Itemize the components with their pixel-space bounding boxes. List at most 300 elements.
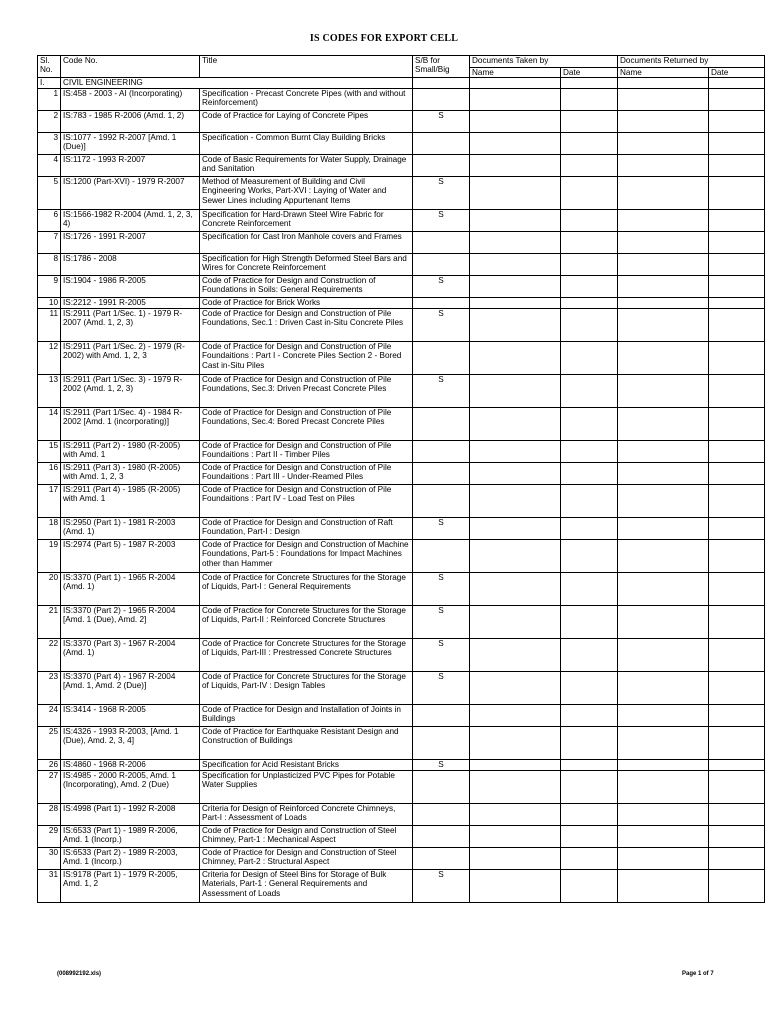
row-taken-date (561, 605, 618, 638)
row-title: Specification - Common Burnt Clay Building Bricks (200, 132, 413, 154)
row-taken-date (561, 275, 618, 297)
table-row (38, 638, 765, 671)
col-header-taken-date: Date (561, 68, 618, 78)
row-sl-number: 24 (38, 704, 61, 726)
row-sl-number: 5 (38, 176, 61, 209)
row-taken-date (561, 847, 618, 869)
row-title: Code of Practice for Design and Construction of Pile Foundations, Sec.1 : Driven Cast in-Situ Concrete Piles (200, 308, 413, 341)
row-title: Code of Practice for Concrete Structures for the Storage of Liquids, Part-IV : Design Tables (200, 671, 413, 704)
row-sl-number: 7 (38, 231, 61, 253)
section-number: I. (38, 78, 61, 88)
table-row (38, 231, 765, 253)
row-returned-date (709, 484, 765, 517)
row-returned-date (709, 847, 765, 869)
row-returned-date (709, 407, 765, 440)
row-taken-date (561, 539, 618, 572)
row-taken-date (561, 154, 618, 176)
row-sb (413, 341, 470, 374)
row-returned-date (709, 275, 765, 297)
row-sl-number: 19 (38, 539, 61, 572)
row-returned-date (709, 726, 765, 759)
table-row (38, 440, 765, 462)
row-taken-date (561, 770, 618, 803)
row-returned-name (618, 176, 709, 209)
row-returned-date (709, 671, 765, 704)
row-code-no: IS:1566-1982 R-2004 (Amd. 1, 2, 3, 4) (61, 209, 200, 231)
table-row (38, 341, 765, 374)
row-taken-date (561, 407, 618, 440)
row-taken-name (470, 869, 561, 902)
row-sl-number: 14 (38, 407, 61, 440)
row-code-no: IS:2212 - 1991 R-2005 (61, 297, 200, 308)
row-returned-name (618, 231, 709, 253)
row-taken-date (561, 176, 618, 209)
row-sl-number: 23 (38, 671, 61, 704)
row-title: Code of Practice for Design and Construction of Pile Foundaitions : Part I - Concrete Piles Section 2 - Bored Cast in-Situ Piles (200, 341, 413, 374)
row-taken-date (561, 231, 618, 253)
row-sb: S (413, 110, 470, 132)
row-code-no: IS:3370 (Part 2) - 1965 R-2004 [Amd. 1 (Due), Amd. 2] (61, 605, 200, 638)
row-title: Code of Practice for Design and Construction of Foundations in Soils: General Requirements (200, 275, 413, 297)
row-sl-number: 28 (38, 803, 61, 825)
row-taken-name (470, 110, 561, 132)
row-taken-date (561, 462, 618, 484)
table-row (38, 517, 765, 539)
row-returned-date (709, 132, 765, 154)
row-taken-date (561, 572, 618, 605)
table-row (38, 407, 765, 440)
row-code-no: IS:1200 (Part-XVI) - 1979 R-2007 (61, 176, 200, 209)
row-returned-name (618, 88, 709, 110)
row-taken-date (561, 726, 618, 759)
table-row (38, 209, 765, 231)
row-sl-number: 1 (38, 88, 61, 110)
row-sb (413, 726, 470, 759)
row-returned-date (709, 825, 765, 847)
row-code-no: IS:2911 (Part 1/Sec. 3) - 1979 R-2002 (Amd. 1, 2, 3) (61, 374, 200, 407)
section-taken-date-cell (561, 78, 618, 88)
row-title: Method of Measurement of Building and Civil Engineering Works, Part-XVI : Laying of Water and Sewer Lines including Appurtenant Items (200, 176, 413, 209)
row-sb: S (413, 374, 470, 407)
row-returned-name (618, 132, 709, 154)
row-taken-name (470, 462, 561, 484)
row-sl-number: 25 (38, 726, 61, 759)
row-returned-name (618, 484, 709, 517)
table-row (38, 154, 765, 176)
row-sb: S (413, 308, 470, 341)
row-sl-number: 2 (38, 110, 61, 132)
footer-file-name: (008992192.xls) (57, 971, 102, 977)
row-sl-number: 13 (38, 374, 61, 407)
row-returned-name (618, 517, 709, 539)
row-code-no: IS:6533 (Part 2) - 1989 R-2003, Amd. 1 (Incorp.) (61, 847, 200, 869)
row-returned-date (709, 572, 765, 605)
row-taken-name (470, 638, 561, 671)
row-returned-name (618, 726, 709, 759)
row-sb (413, 825, 470, 847)
row-returned-date (709, 770, 765, 803)
row-code-no: IS:2911 (Part 3) - 1980 (R-2005) with Amd. 1, 2, 3 (61, 462, 200, 484)
row-returned-date (709, 308, 765, 341)
row-taken-date (561, 110, 618, 132)
col-header-taken-name: Name (470, 68, 561, 78)
row-sb (413, 440, 470, 462)
row-returned-date (709, 154, 765, 176)
row-title: Code of Practice for Design and Construction of Pile Foundaitions : Part II - Timber Piles (200, 440, 413, 462)
row-returned-date (709, 88, 765, 110)
row-code-no: IS:4326 - 1993 R-2003, [Amd. 1 (Due), Amd. 2, 3, 4] (61, 726, 200, 759)
row-sb (413, 132, 470, 154)
row-returned-name (618, 770, 709, 803)
row-title: Code of Practice for Earthquake Resistant Design and Construction of Buildings (200, 726, 413, 759)
col-header-title: Title (200, 56, 413, 78)
row-returned-name (618, 539, 709, 572)
row-code-no: IS:1172 - 1993 R-2007 (61, 154, 200, 176)
row-taken-date (561, 484, 618, 517)
row-sb: S (413, 671, 470, 704)
row-sb (413, 231, 470, 253)
row-code-no: IS:4860 - 1968 R-2006 (61, 759, 200, 770)
row-sl-number: 29 (38, 825, 61, 847)
row-returned-name (618, 671, 709, 704)
row-title: Code of Practice for Design and Construction of Steel Chimney, Part-1 : Mechanical Aspect (200, 825, 413, 847)
row-returned-date (709, 539, 765, 572)
row-taken-date (561, 88, 618, 110)
row-taken-name (470, 726, 561, 759)
table-row (38, 176, 765, 209)
row-title: Code of Practice for Design and Construction of Pile Foundaitions : Part IV - Load Test on Piles (200, 484, 413, 517)
row-taken-name (470, 231, 561, 253)
section-row (38, 78, 765, 88)
row-returned-name (618, 341, 709, 374)
row-sl-number: 8 (38, 253, 61, 275)
row-sb: S (413, 638, 470, 671)
row-sl-number: 27 (38, 770, 61, 803)
row-title: Code of Practice for Laying of Concrete Pipes (200, 110, 413, 132)
row-code-no: IS:3370 (Part 1) - 1965 R-2004 (Amd. 1) (61, 572, 200, 605)
is-codes-table (37, 55, 765, 903)
row-title: Specification - Precast Concrete Pipes (with and without Reinforcement) (200, 88, 413, 110)
table-row (38, 869, 765, 902)
table-row (38, 308, 765, 341)
row-sb (413, 539, 470, 572)
row-title: Code of Practice for Design and Installation of Joints in Buildings (200, 704, 413, 726)
row-sb (413, 847, 470, 869)
row-taken-name (470, 704, 561, 726)
row-sl-number: 17 (38, 484, 61, 517)
row-taken-date (561, 297, 618, 308)
row-taken-date (561, 704, 618, 726)
table-row (38, 297, 765, 308)
row-sl-number: 9 (38, 275, 61, 297)
row-title: Code of Practice for Design and Construction of Pile Foundations, Sec.3: Driven Precast Concrete Piles (200, 374, 413, 407)
row-returned-date (709, 110, 765, 132)
row-taken-date (561, 209, 618, 231)
row-code-no: IS:2974 (Part 5) - 1987 R-2003 (61, 539, 200, 572)
row-returned-name (618, 803, 709, 825)
col-header-taken: Documents Taken by (470, 56, 618, 68)
table-row (38, 847, 765, 869)
row-sb: S (413, 759, 470, 770)
row-sl-number: 18 (38, 517, 61, 539)
row-taken-date (561, 440, 618, 462)
row-code-no: IS:3370 (Part 3) - 1967 R-2004 (Amd. 1) (61, 638, 200, 671)
row-taken-name (470, 671, 561, 704)
row-taken-date (561, 341, 618, 374)
table-row (38, 759, 765, 770)
row-code-no: IS:458 - 2003 - AI (Incorporating) (61, 88, 200, 110)
row-title: Code of Practice for Design and Construction of Steel Chimney, Part-2 : Structural Aspect (200, 847, 413, 869)
row-taken-date (561, 759, 618, 770)
row-returned-name (618, 407, 709, 440)
row-title: Criteria for Design of Reinforced Concrete Chimneys, Part-I : Assessment of Loads (200, 803, 413, 825)
row-code-no: IS:2911 (Part 1/Sec. 2) - 1979 (R-2002) with Amd. 1, 2, 3 (61, 341, 200, 374)
row-code-no: IS:3370 (Part 4) - 1967 R-2004 [Amd. 1, Amd. 2 (Due)] (61, 671, 200, 704)
table-row (38, 605, 765, 638)
row-sl-number: 20 (38, 572, 61, 605)
row-taken-name (470, 484, 561, 517)
table-row (38, 704, 765, 726)
row-returned-name (618, 154, 709, 176)
row-taken-date (561, 132, 618, 154)
table-body (38, 78, 765, 902)
row-taken-date (561, 803, 618, 825)
row-code-no: IS:6533 (Part 1) - 1989 R-2006, Amd. 1 (Incorp.) (61, 825, 200, 847)
row-taken-name (470, 253, 561, 275)
row-sl-number: 12 (38, 341, 61, 374)
row-taken-name (470, 297, 561, 308)
row-sb (413, 88, 470, 110)
row-code-no: IS:2911 (Part 4) - 1985 (R-2005) with Amd. 1 (61, 484, 200, 517)
row-returned-date (709, 462, 765, 484)
row-taken-name (470, 275, 561, 297)
row-sl-number: 16 (38, 462, 61, 484)
row-title: Specification for Unplasticized PVC Pipes for Potable Water Supplies (200, 770, 413, 803)
table-row (38, 770, 765, 803)
row-code-no: IS:4985 - 2000 R-2005, Amd. 1 (Incorporating), Amd. 2 (Due) (61, 770, 200, 803)
row-taken-name (470, 770, 561, 803)
table-row (38, 726, 765, 759)
row-returned-name (618, 297, 709, 308)
row-code-no: IS:2911 (Part 1/Sec. 4) - 1984 R-2002 [Amd. 1 (incorporating)] (61, 407, 200, 440)
row-returned-name (618, 462, 709, 484)
row-taken-name (470, 572, 561, 605)
row-taken-date (561, 638, 618, 671)
row-returned-date (709, 759, 765, 770)
row-taken-name (470, 154, 561, 176)
row-title: Code of Basic Requirements for Water Supply, Drainage and Sanitation (200, 154, 413, 176)
row-code-no: IS:4998 (Part 1) - 1992 R-2008 (61, 803, 200, 825)
row-title: Code of Practice for Design and Construction of Pile Foundations, Sec.4: Bored Precast Concrete Piles (200, 407, 413, 440)
row-returned-name (618, 253, 709, 275)
row-taken-date (561, 517, 618, 539)
row-returned-date (709, 440, 765, 462)
row-taken-name (470, 440, 561, 462)
row-title: Criteria for Design of Steel Bins for Storage of Bulk Materials, Part-1 : General Requirements and Assessment of Loads (200, 869, 413, 902)
row-sb (413, 462, 470, 484)
row-returned-date (709, 704, 765, 726)
row-sb (413, 297, 470, 308)
row-taken-name (470, 407, 561, 440)
row-returned-name (618, 275, 709, 297)
row-code-no: IS:1077 - 1992 R-2007 [Amd. 1 (Due)] (61, 132, 200, 154)
row-taken-name (470, 341, 561, 374)
table-row (38, 671, 765, 704)
row-code-no: IS:2911 (Part 2) - 1980 (R-2005) with Amd. 1 (61, 440, 200, 462)
row-taken-name (470, 759, 561, 770)
section-returned-name-cell (618, 78, 709, 88)
table-row (38, 253, 765, 275)
row-title: Code of Practice for Concrete Structures for the Storage of Liquids, Part-II : Reinforced Concrete Structures (200, 605, 413, 638)
table-row (38, 572, 765, 605)
row-returned-date (709, 341, 765, 374)
row-taken-name (470, 605, 561, 638)
row-sl-number: 21 (38, 605, 61, 638)
row-taken-name (470, 308, 561, 341)
row-title: Specification for High Strength Deformed Steel Bars and Wires for Concrete Reinforcement (200, 253, 413, 275)
row-sb (413, 704, 470, 726)
row-sl-number: 26 (38, 759, 61, 770)
row-title: Specification for Acid Resistant Bricks (200, 759, 413, 770)
table-row (38, 374, 765, 407)
section-sb-cell (413, 78, 470, 88)
row-taken-name (470, 88, 561, 110)
row-sb: S (413, 572, 470, 605)
row-taken-name (470, 176, 561, 209)
row-returned-name (618, 308, 709, 341)
row-code-no: IS:1904 - 1986 R-2005 (61, 275, 200, 297)
row-code-no: IS:2911 (Part 1/Sec. 1) - 1979 R-2007 (Amd. 1, 2, 3) (61, 308, 200, 341)
row-code-no: IS:2950 (Part 1) - 1981 R-2003 (Amd. 1) (61, 517, 200, 539)
row-sb (413, 770, 470, 803)
row-title: Code of Practice for Design and Construction of Raft Foundation, Part-I : Design (200, 517, 413, 539)
col-header-returned-date: Date (709, 68, 765, 78)
row-taken-name (470, 374, 561, 407)
row-code-no: IS:783 - 1985 R-2006 (Amd. 1, 2) (61, 110, 200, 132)
row-returned-date (709, 869, 765, 902)
col-header-returned: Documents Returned by (618, 56, 765, 68)
table-row (38, 462, 765, 484)
row-title: Code of Practice for Brick Works (200, 297, 413, 308)
row-returned-date (709, 517, 765, 539)
row-sl-number: 10 (38, 297, 61, 308)
row-sb: S (413, 275, 470, 297)
row-returned-date (709, 605, 765, 638)
table-row (38, 539, 765, 572)
header-row (38, 56, 765, 68)
col-header-returned-name: Name (618, 68, 709, 78)
row-taken-name (470, 539, 561, 572)
row-taken-date (561, 671, 618, 704)
table-row (38, 825, 765, 847)
footer-page-number: Page 1 of 7 (682, 971, 714, 977)
row-taken-date (561, 374, 618, 407)
row-sl-number: 15 (38, 440, 61, 462)
row-returned-date (709, 297, 765, 308)
table-row (38, 275, 765, 297)
row-title: Code of Practice for Concrete Structures for the Storage of Liquids, Part-I : General Requirements (200, 572, 413, 605)
row-taken-date (561, 253, 618, 275)
row-taken-date (561, 869, 618, 902)
row-title: Code of Practice for Design and Construction of Machine Foundations, Part-5 : Foundations for Impact Machines other than Hammer (200, 539, 413, 572)
row-code-no: IS:3414 - 1968 R-2005 (61, 704, 200, 726)
row-returned-date (709, 253, 765, 275)
row-sl-number: 6 (38, 209, 61, 231)
row-title: Specification for Hard-Drawn Steel Wire Fabric for Concrete Reinforcement (200, 209, 413, 231)
row-sl-number: 11 (38, 308, 61, 341)
row-taken-name (470, 803, 561, 825)
row-taken-name (470, 847, 561, 869)
row-title: Code of Practice for Design and Construction of Pile Foundaitions : Part III - Under-Reamed Piles (200, 462, 413, 484)
col-header-code: Code No. (61, 56, 200, 78)
row-returned-date (709, 374, 765, 407)
table-row (38, 110, 765, 132)
row-returned-name (618, 759, 709, 770)
row-returned-name (618, 440, 709, 462)
row-title: Code of Practice for Concrete Structures for the Storage of Liquids, Part-III : Prestressed Concrete Structures (200, 638, 413, 671)
row-sl-number: 30 (38, 847, 61, 869)
table-row (38, 132, 765, 154)
row-sb: S (413, 209, 470, 231)
row-returned-name (618, 110, 709, 132)
row-returned-name (618, 869, 709, 902)
row-taken-date (561, 308, 618, 341)
row-returned-name (618, 572, 709, 605)
row-sl-number: 3 (38, 132, 61, 154)
row-returned-name (618, 704, 709, 726)
row-returned-name (618, 638, 709, 671)
row-sb (413, 253, 470, 275)
row-title: Specification for Cast Iron Manhole covers and Frames (200, 231, 413, 253)
row-returned-name (618, 374, 709, 407)
row-taken-name (470, 209, 561, 231)
section-name: CIVIL ENGINEERING (61, 78, 413, 88)
row-sb: S (413, 176, 470, 209)
row-returned-name (618, 605, 709, 638)
row-returned-name (618, 847, 709, 869)
row-sb: S (413, 605, 470, 638)
row-taken-name (470, 825, 561, 847)
table-row (38, 803, 765, 825)
row-code-no: IS:9178 (Part 1) - 1979 R-2005, Amd. 1, 2 (61, 869, 200, 902)
row-returned-date (709, 209, 765, 231)
section-returned-date-cell (709, 78, 765, 88)
table-row (38, 484, 765, 517)
row-taken-date (561, 825, 618, 847)
row-sl-number: 22 (38, 638, 61, 671)
row-returned-date (709, 231, 765, 253)
section-taken-name-cell (470, 78, 561, 88)
row-taken-name (470, 132, 561, 154)
table-row (38, 88, 765, 110)
page-title: IS CODES FOR EXPORT CELL (309, 33, 459, 44)
row-taken-name (470, 517, 561, 539)
row-returned-name (618, 209, 709, 231)
row-sb: S (413, 517, 470, 539)
row-sl-number: 4 (38, 154, 61, 176)
row-returned-date (709, 803, 765, 825)
row-sb: S (413, 869, 470, 902)
col-header-sl: Sl. No. (38, 56, 61, 78)
row-sb (413, 803, 470, 825)
row-sb (413, 154, 470, 176)
row-returned-date (709, 638, 765, 671)
row-returned-name (618, 825, 709, 847)
row-code-no: IS:1726 - 1991 R-2007 (61, 231, 200, 253)
row-sb (413, 484, 470, 517)
row-sb (413, 407, 470, 440)
col-header-sb: S/B for Small/Big (413, 56, 470, 78)
